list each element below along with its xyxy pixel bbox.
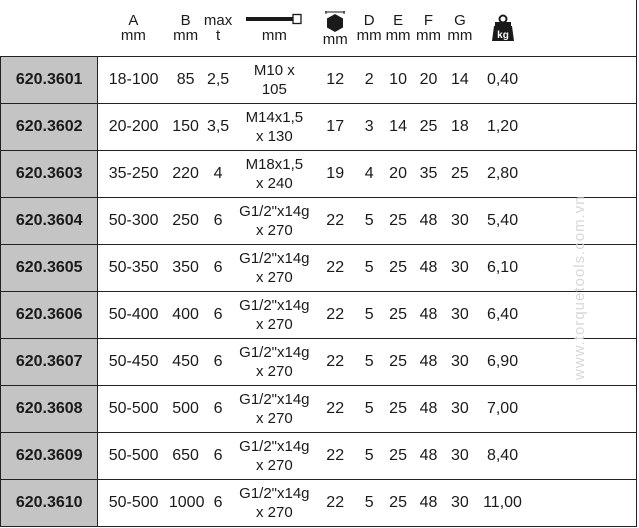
a-range: 50-500 (98, 480, 169, 527)
article-code: 620.3607 (1, 339, 98, 386)
weight-value: 6,10 (476, 245, 529, 292)
thread-line-1: G1/2"x14g (239, 391, 310, 408)
b-value: 220 (169, 151, 202, 198)
b-value: 1000 (169, 480, 202, 527)
table-row (1, 386, 637, 433)
thread-line-1: M14x1,5 (245, 109, 304, 126)
e-value: 25 (383, 198, 413, 245)
d-value: 5 (355, 292, 382, 339)
article-code: 620.3608 (1, 386, 98, 433)
header-g-letter: G (454, 12, 466, 29)
thread-spec (234, 292, 315, 339)
header-hex-unit: mm (322, 30, 348, 48)
article-code: 620.3601 (1, 57, 98, 104)
e-value: 14 (383, 104, 413, 151)
b-value: 150 (169, 104, 202, 151)
header-thread (234, 0, 315, 57)
thread-line-1: M10 x (253, 62, 295, 79)
g-value: 30 (444, 245, 476, 292)
table-row (1, 57, 637, 104)
hex-size: 22 (315, 292, 356, 339)
header-weight (476, 0, 529, 57)
thread-line-1: M18x1,5 (245, 156, 304, 173)
t-max: 6 (202, 245, 233, 292)
header-f-unit: mm (415, 27, 441, 44)
b-value: 250 (169, 198, 202, 245)
e-value: 25 (383, 339, 413, 386)
a-range: 20-200 (98, 104, 169, 151)
f-value: 48 (413, 386, 443, 433)
f-value: 35 (413, 151, 443, 198)
g-value: 30 (444, 339, 476, 386)
header-b (169, 0, 202, 57)
f-value: 48 (413, 480, 443, 527)
blank-cell (529, 386, 637, 433)
thread-line-1: G1/2"x14g (239, 344, 310, 361)
d-value: 5 (355, 339, 382, 386)
thread-line-1: G1/2"x14g (239, 203, 310, 220)
thread-line-2: x 270 (256, 316, 293, 333)
header-blank-cell (529, 0, 637, 57)
hex-size: 22 (315, 245, 356, 292)
d-value: 4 (355, 151, 382, 198)
thread-spec (234, 151, 315, 198)
g-value: 25 (444, 151, 476, 198)
a-range: 50-500 (98, 386, 169, 433)
thread-spec (234, 198, 315, 245)
header-t (202, 0, 233, 57)
a-range: 50-300 (98, 198, 169, 245)
header-f (413, 0, 443, 57)
thread-spec (234, 386, 315, 433)
header-t-bottom: t (215, 27, 221, 44)
article-code: 620.3606 (1, 292, 98, 339)
a-range: 35-250 (98, 151, 169, 198)
header-a (98, 0, 169, 57)
a-range: 50-450 (98, 339, 169, 386)
t-max: 6 (202, 433, 233, 480)
thread-line-2: x 270 (256, 410, 293, 427)
a-range: 50-400 (98, 292, 169, 339)
e-value: 25 (383, 433, 413, 480)
thread-spec (234, 339, 315, 386)
t-max: 6 (202, 480, 233, 527)
thread-line-2: x 270 (256, 222, 293, 239)
thread-spec (234, 245, 315, 292)
table-row (1, 198, 637, 245)
weight-value: 7,00 (476, 386, 529, 433)
b-value: 450 (169, 339, 202, 386)
d-value: 2 (355, 57, 382, 104)
table-row (1, 480, 637, 527)
weight-icon (490, 14, 516, 42)
header-row (1, 0, 637, 57)
header-d (355, 0, 382, 57)
b-value: 85 (169, 57, 202, 104)
article-code: 620.3609 (1, 433, 98, 480)
hex-size: 22 (315, 198, 356, 245)
blank-cell (529, 104, 637, 151)
header-b-letter: B (180, 12, 191, 29)
article-code: 620.3610 (1, 480, 98, 527)
weight-value: 11,00 (476, 480, 529, 527)
d-value: 5 (355, 480, 382, 527)
bolt-icon (244, 13, 304, 25)
blank-cell (529, 433, 637, 480)
t-max: 3,5 (202, 104, 233, 151)
g-value: 30 (444, 292, 476, 339)
b-value: 650 (169, 433, 202, 480)
hex-size: 22 (315, 480, 356, 527)
weight-value: 1,20 (476, 104, 529, 151)
table-row (1, 339, 637, 386)
thread-line-2: 105 (261, 81, 287, 98)
header-d-unit: mm (356, 27, 382, 44)
t-max: 6 (202, 339, 233, 386)
a-range: 18-100 (98, 57, 169, 104)
table-row (1, 151, 637, 198)
e-value: 25 (383, 386, 413, 433)
g-value: 30 (444, 198, 476, 245)
weight-value: 6,90 (476, 339, 529, 386)
hex-size: 22 (315, 433, 356, 480)
header-g (444, 0, 476, 57)
article-code: 620.3603 (1, 151, 98, 198)
watermark-text: www.torquetools.com.vn (571, 195, 588, 380)
thread-spec (234, 57, 315, 104)
hex-size: 22 (315, 386, 356, 433)
header-a-unit: mm (120, 27, 146, 44)
header-thread-unit: mm (261, 27, 287, 44)
weight-value: 0,40 (476, 57, 529, 104)
header-e-unit: mm (385, 27, 411, 44)
g-value: 14 (444, 57, 476, 104)
t-max: 6 (202, 386, 233, 433)
b-value: 500 (169, 386, 202, 433)
d-value: 5 (355, 198, 382, 245)
e-value: 25 (383, 292, 413, 339)
header-b-unit: mm (173, 27, 199, 44)
e-value: 10 (383, 57, 413, 104)
t-max: 6 (202, 292, 233, 339)
thread-spec (234, 433, 315, 480)
e-value: 25 (383, 245, 413, 292)
thread-line-2: x 270 (256, 457, 293, 474)
f-value: 48 (413, 339, 443, 386)
hex-size: 12 (315, 57, 356, 104)
d-value: 3 (355, 104, 382, 151)
blank-cell (529, 57, 637, 104)
blank-cell (529, 480, 637, 527)
header-d-letter: D (363, 12, 375, 29)
f-value: 48 (413, 198, 443, 245)
g-value: 30 (444, 386, 476, 433)
thread-line-1: G1/2"x14g (239, 250, 310, 267)
header-e-letter: E (393, 12, 404, 29)
article-code: 620.3602 (1, 104, 98, 151)
thread-line-1: G1/2"x14g (239, 297, 310, 314)
thread-line-2: x 270 (256, 504, 293, 521)
header-t-top: max (203, 12, 233, 29)
header-f-letter: F (423, 12, 434, 29)
thread-spec (234, 480, 315, 527)
d-value: 5 (355, 245, 382, 292)
table-row (1, 433, 637, 480)
e-value: 20 (383, 151, 413, 198)
e-value: 25 (383, 480, 413, 527)
g-value: 30 (444, 480, 476, 527)
f-value: 48 (413, 433, 443, 480)
t-max: 4 (202, 151, 233, 198)
thread-line-1: G1/2"x14g (239, 438, 310, 455)
thread-spec (234, 104, 315, 151)
b-value: 400 (169, 292, 202, 339)
header-hex (315, 0, 356, 57)
f-value: 48 (413, 292, 443, 339)
weight-value: 6,40 (476, 292, 529, 339)
table-row (1, 104, 637, 151)
a-range: 50-350 (98, 245, 169, 292)
thread-line-2: x 270 (256, 363, 293, 380)
f-value: 20 (413, 57, 443, 104)
hex-size: 17 (315, 104, 356, 151)
t-max: 6 (202, 198, 233, 245)
article-code: 620.3604 (1, 198, 98, 245)
f-value: 25 (413, 104, 443, 151)
hex-size: 19 (315, 151, 356, 198)
thread-line-2: x 240 (256, 175, 293, 192)
header-weight-unit: kg (496, 30, 509, 41)
f-value: 48 (413, 245, 443, 292)
header-e (383, 0, 413, 57)
thread-line-2: x 270 (256, 269, 293, 286)
weight-value: 2,80 (476, 151, 529, 198)
b-value: 350 (169, 245, 202, 292)
g-value: 30 (444, 433, 476, 480)
table-row (1, 245, 637, 292)
weight-value: 8,40 (476, 433, 529, 480)
d-value: 5 (355, 386, 382, 433)
t-max: 2,5 (202, 57, 233, 104)
g-value: 18 (444, 104, 476, 151)
a-range: 50-500 (98, 433, 169, 480)
header-g-unit: mm (447, 27, 473, 44)
hex-size: 22 (315, 339, 356, 386)
header-code-cell (1, 0, 98, 57)
thread-line-1: G1/2"x14g (239, 485, 310, 502)
rows-body (1, 57, 637, 527)
article-code: 620.3605 (1, 245, 98, 292)
table-row (1, 292, 637, 339)
header-a-letter: A (128, 12, 139, 29)
d-value: 5 (355, 433, 382, 480)
hex-nut-icon (323, 10, 347, 32)
thread-line-2: x 130 (256, 128, 293, 145)
weight-value: 5,40 (476, 198, 529, 245)
